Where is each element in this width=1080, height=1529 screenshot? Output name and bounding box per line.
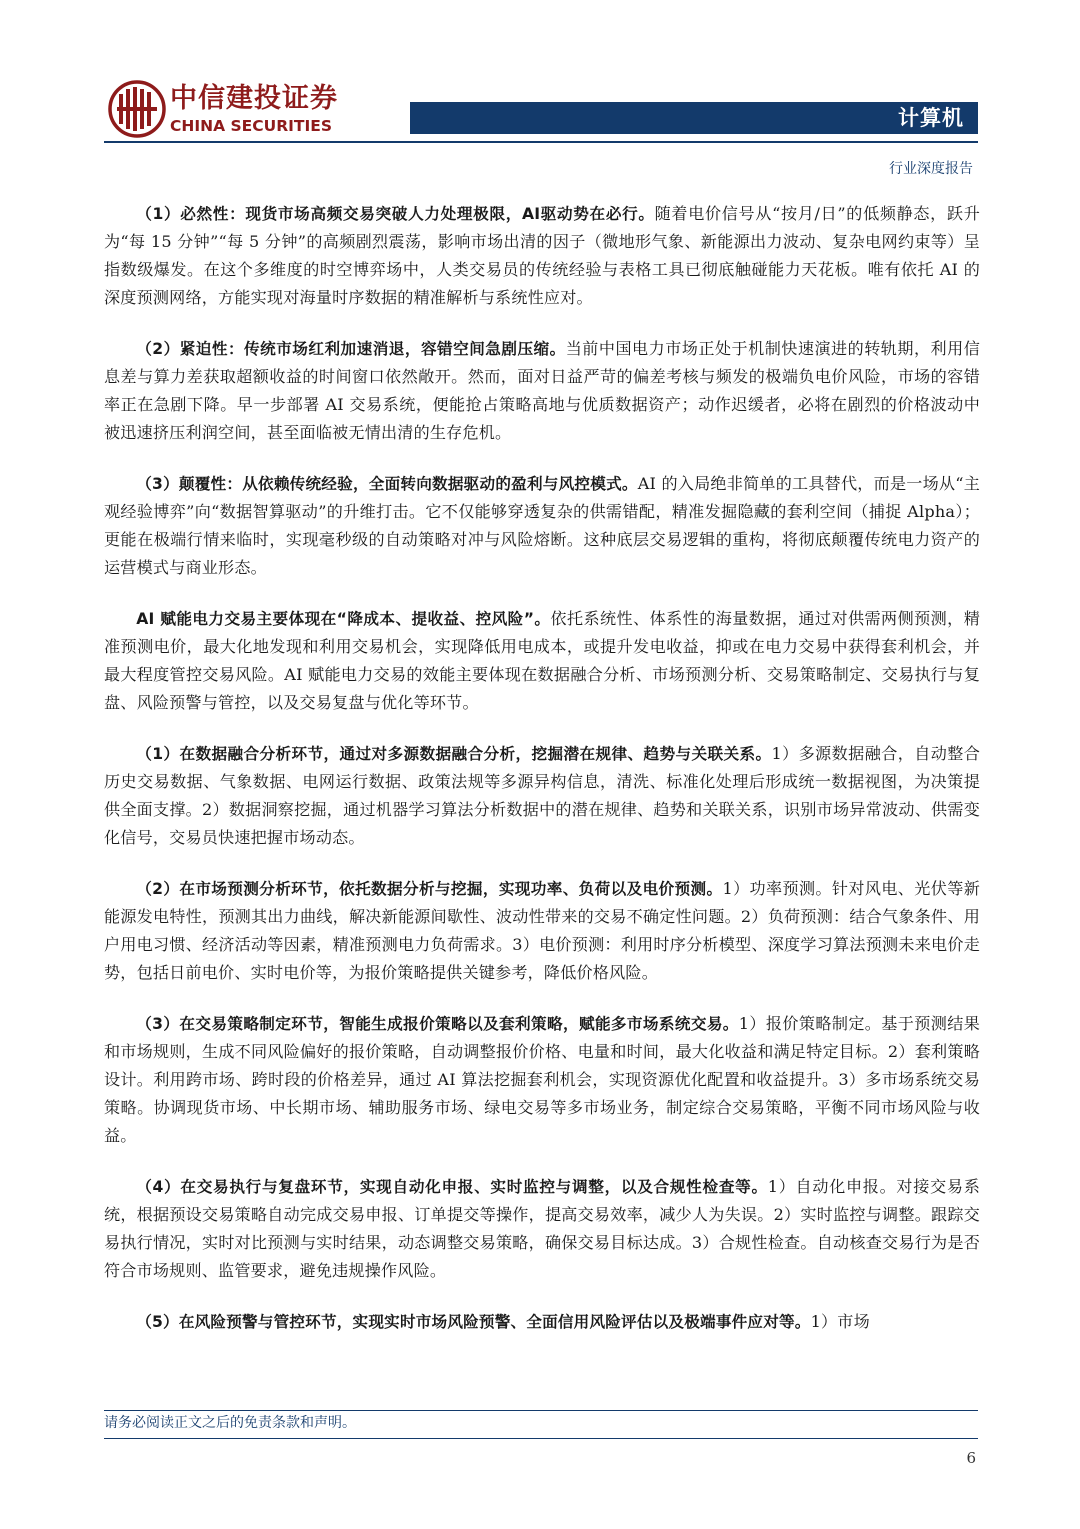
china-securities-logo-icon — [108, 80, 166, 138]
paragraph-body: 当前中国电力市场正处于机制快速演进的转轨期，利用信息差与算力差获取超额收益的时间窗口依然敞开。然而，面对日益严苛的偏差考核与频发的极端负电价风险，市场的容错率正在急剧下降。早一步部署 AI 交易系统，便能抢占策略高地与优质数据资产；动作迟缓者，必将在剧烈的价格波动中被迅速挤压利润空间，甚至面临被无情出清的生存危机。 — [104, 339, 980, 442]
paragraph — [104, 1308, 980, 1336]
paragraph-body: 1）自动化申报。对接交易系统，根据预设交易策略自动完成交易申报、订单提交等操作，提高交易效率，减少人为失误。2）实时监控与调整。跟踪交易执行情况，实时对比预测与实时结果，动态调整交易策略，确保交易目标达成。3）合规性检查。自动核查交易行为是否符合市场规则、监管要求，避免违规操作风险。 — [104, 1177, 980, 1280]
paragraph-body: 随着电价信号从“按月/日”的低频静态，跃升为“每 15 分钟”“每 5 分钟”的高频剧烈震荡，影响市场出清的因子（微地形气象、新能源出力波动、复杂电网约束等）呈指数级爆发。在这个多维度的时空博弈场中，人类交易员的传统经验与表格工具已彻底触碰能力天花板。唯有依托 AI 的深度预测网络，方能实现对海量时序数据的精准解析与系统性应对。 — [104, 204, 981, 307]
paragraph-lead: （2）在市场预测分析环节，依托数据分析与挖掘，实现功率、负荷以及电价预测。 — [136, 880, 723, 898]
paragraph — [104, 875, 980, 987]
page-header — [0, 0, 1080, 180]
disclaimer-text: 请务必阅读正文之后的免责条款和声明。 — [104, 1415, 356, 1431]
paragraph — [104, 1010, 980, 1150]
header-divider — [104, 141, 978, 143]
footer-divider — [104, 1410, 978, 1411]
paragraph-body: 1）多源数据融合，自动整合历史交易数据、气象数据、电网运行数据、政策法规等多源异构信息，清洗、标准化处理后形成统一数据视图，为决策提供全面支撑。2）数据洞察挖掘，通过机器学习算法分析数据中的潜在规律、趋势和关联关系，识别市场异常波动、供需变化信号，交易员快速把握市场动态。 — [104, 744, 980, 847]
paragraph-lead: （3）在交易策略制定环节，智能生成报价策略以及套利策略，赋能多市场系统交易。 — [136, 1015, 739, 1033]
report-type-label: 行业深度报告 — [889, 161, 973, 177]
paragraph-body: 依托系统性、体系性的海量数据，通过对供需两侧预测，精准预测电价，最大化地发现和利用交易机会，实现降低用电成本，或提升发电收益，抑或在电力交易中获得套利机会，并最大程度管控交易风险。AI 赋能电力交易的效能主要体现在数据融合分析、市场预测分析、交易策略制定、交易执行与复盘、风险预警与管控，以及交易复盘与优化等环节。 — [104, 609, 980, 712]
paragraph — [104, 1173, 980, 1285]
paragraph-lead: AI 赋能电力交易主要体现在“降成本、提收益、控风险”。 — [136, 610, 551, 628]
paragraph-lead: （1）必然性：现货市场高频交易突破人力处理极限，AI驱动势在必行。 — [136, 205, 655, 223]
company-name-en: CHINA SECURITIES — [170, 117, 332, 135]
paragraph-body: 1）报价策略制定。基于预测结果和市场规则，生成不同风险偏好的报价策略，自动调整报价价格、电量和时间，最大化收益和满足特定目标。2）套利策略设计。利用跨市场、跨时段的价格差异，通过 AI 算法挖掘套利机会，实现资源优化配置和收益提升。3）多市场系统交易策略。协调现货市场、中长期市场、辅助服务市场、绿电交易等多市场业务，制定综合交易策略，平衡不同市场风险与收益。 — [104, 1014, 980, 1145]
paragraph — [104, 470, 980, 582]
paragraph — [104, 740, 980, 852]
paragraph — [104, 605, 980, 717]
paragraph-lead: （1）在数据融合分析环节，通过对多源数据融合分析，挖掘潜在规律、趋势与关联关系。 — [136, 745, 772, 763]
paragraph — [104, 335, 980, 447]
paragraph-lead: （2）紧迫性：传统市场红利加速消退，容错空间急剧压缩。 — [136, 340, 566, 358]
body-text — [104, 200, 980, 1359]
paragraph-body: 1）功率预测。针对风电、光伏等新能源发电特性，预测其出力曲线，解决新能源间歇性、波动性带来的交易不确定性问题。2）负荷预测：结合气象条件、用户用电习惯、经济活动等因素，精准预测电力负荷需求。3）电价预测：利用时序分析模型、深度学习算法预测未来电价走势，包括日前电价、实时电价等，为报价策略提供关键参考，降低价格风险。 — [104, 879, 980, 982]
company-name-cn: 中信建投证券 — [170, 83, 338, 114]
sector-label: 计算机 — [898, 106, 964, 130]
sector-banner — [410, 102, 978, 134]
paragraph — [104, 200, 980, 312]
paragraph-body: 1）市场 — [810, 1312, 870, 1331]
footer-divider-lower — [104, 1438, 978, 1439]
paragraph-lead: （5）在风险预警与管控环节，实现实时市场风险预警、全面信用风险评估以及极端事件应对等。 — [136, 1313, 811, 1331]
paragraph-lead: （4）在交易执行与复盘环节，实现自动化申报、实时监控与调整，以及合规性检查等。 — [136, 1178, 768, 1196]
paragraph-body: AI 的入局绝非简单的工具替代，而是一场从“主观经验博弈”向“数据智算驱动”的升维打击。它不仅能够穿透复杂的供需错配，精准发掘隐藏的套利空间（捕捉 Alpha）；更能在极端行情来临时，实现毫秒级的自动策略对冲与风险熔断。这种底层交易逻辑的重构，将彻底颠覆传统电力资产的运营模式与商业形态。 — [104, 474, 980, 577]
paragraph-lead: （3）颠覆性：从依赖传统经验，全面转向数据驱动的盈利与风控模式。 — [136, 475, 638, 493]
page-number: 6 — [966, 1449, 976, 1467]
